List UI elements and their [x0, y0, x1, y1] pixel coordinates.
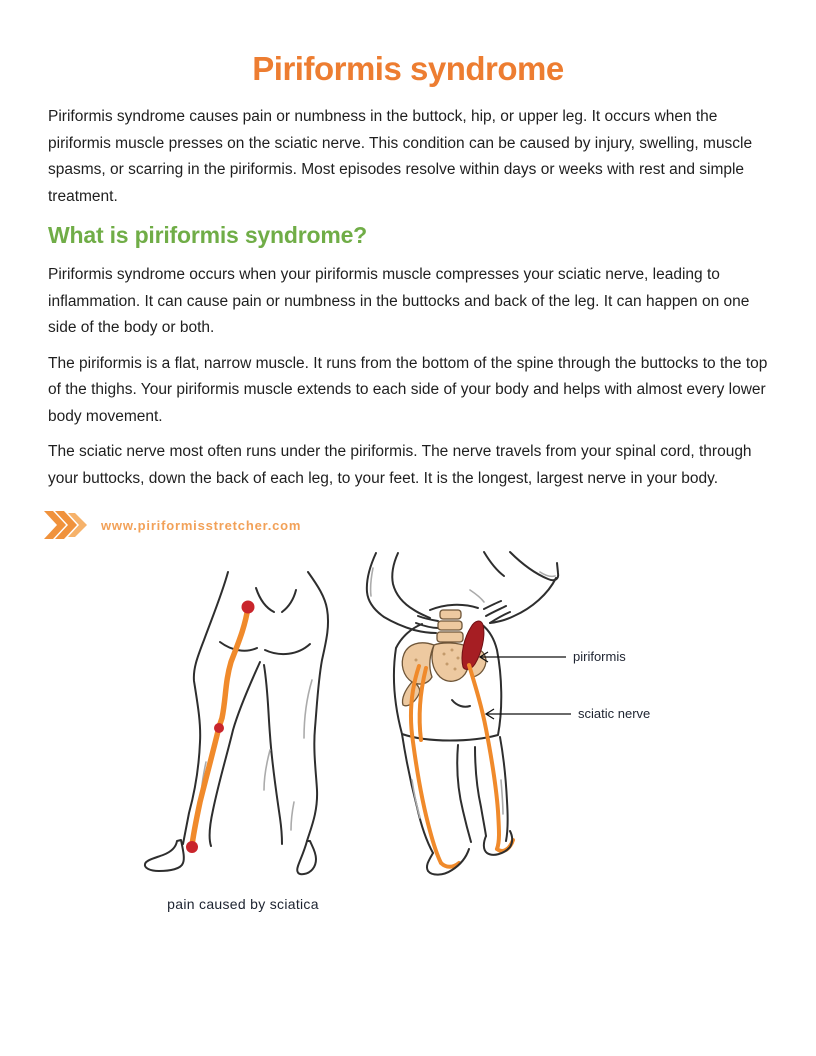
lower-back-line [430, 605, 478, 610]
bone-speckle [457, 657, 460, 660]
page-title: Piriformis syndrome [252, 50, 564, 87]
right-arm-inner-line [484, 552, 504, 576]
vertebra [437, 632, 463, 642]
left-inner-leg-line [210, 662, 260, 846]
bone-speckle [451, 649, 454, 652]
right-foot [297, 841, 316, 874]
bone-speckle [446, 663, 449, 666]
body-paragraph: The piriformis is a flat, narrow muscle. It runs from the bottom of the spine through the buttocks to the top of the thighs. Your piriformis muscle extends to each side of your body and helps with almost every lower body movement. [48, 354, 768, 425]
left-foot [145, 840, 184, 871]
buttock-crease [265, 644, 310, 654]
pain-point-marker-knee [214, 723, 224, 733]
section-heading: What is piriformis syndrome? [48, 222, 368, 248]
left-arm-inner-line [392, 553, 430, 618]
intro-paragraph: Piriformis syndrome causes pain or numbness in the buttock, hip, or upper leg. It occurs when the piriformis muscle presses on the sciatic nerve. This condition can be caused by injury, swelling, muscle spasms, or scarring in the piriformis. Most episodes resolve within days or weeks with rest and simple treatment. [48, 108, 753, 205]
logo-url-text: www.piriformisstretcher.com [101, 517, 302, 533]
body-paragraph: Piriformis syndrome occurs when your piriformis muscle compresses your sciatic nerve, leading to inflammation. It can cause pain or numbness in the buttocks and back of the leg. It can happen on one side of the body or both. [48, 266, 750, 336]
vertebra [440, 610, 461, 619]
ilium [402, 643, 434, 684]
right-leg-outline [307, 572, 328, 841]
anatomy-figure [60, 550, 768, 927]
bone-speckle [443, 653, 446, 656]
pain-point-marker-buttock [242, 601, 255, 614]
figure-caption: pain caused by sciatica [167, 896, 319, 912]
hip-crease [452, 700, 470, 707]
bone-speckle [415, 659, 418, 662]
right-inner-leg-line [264, 665, 282, 844]
left-hand-fingers [414, 616, 438, 633]
sciatic-nerve-label: sciatic nerve [578, 706, 651, 721]
left-foot-outline [427, 849, 469, 875]
vertebra [438, 621, 462, 630]
legs-back-view-figure [145, 572, 328, 874]
left-leg-inner-line [457, 745, 471, 842]
pain-point-marker-ankle [186, 841, 198, 853]
sciatica-illustration [60, 550, 660, 922]
left-leg-outer-line [402, 734, 433, 853]
shading-strokes [201, 680, 312, 830]
chevrons-icon [44, 510, 90, 540]
piriformis-label: piriformis [573, 649, 626, 664]
pelvis-anatomy-figure [367, 552, 650, 875]
lower-back-lines [256, 588, 296, 612]
body-paragraph: The sciatic nerve most often runs under the piriformis. The nerve travels from your spinal cord, through your buttocks, down the back of each leg, to your feet. It is the longest, largest nerve in your body. [48, 443, 752, 487]
site-logo [44, 510, 768, 540]
document-page [48, 0, 768, 927]
right-leg-inner-line [475, 747, 486, 836]
left-arm-outline [367, 553, 414, 630]
bone-speckle [454, 668, 457, 671]
